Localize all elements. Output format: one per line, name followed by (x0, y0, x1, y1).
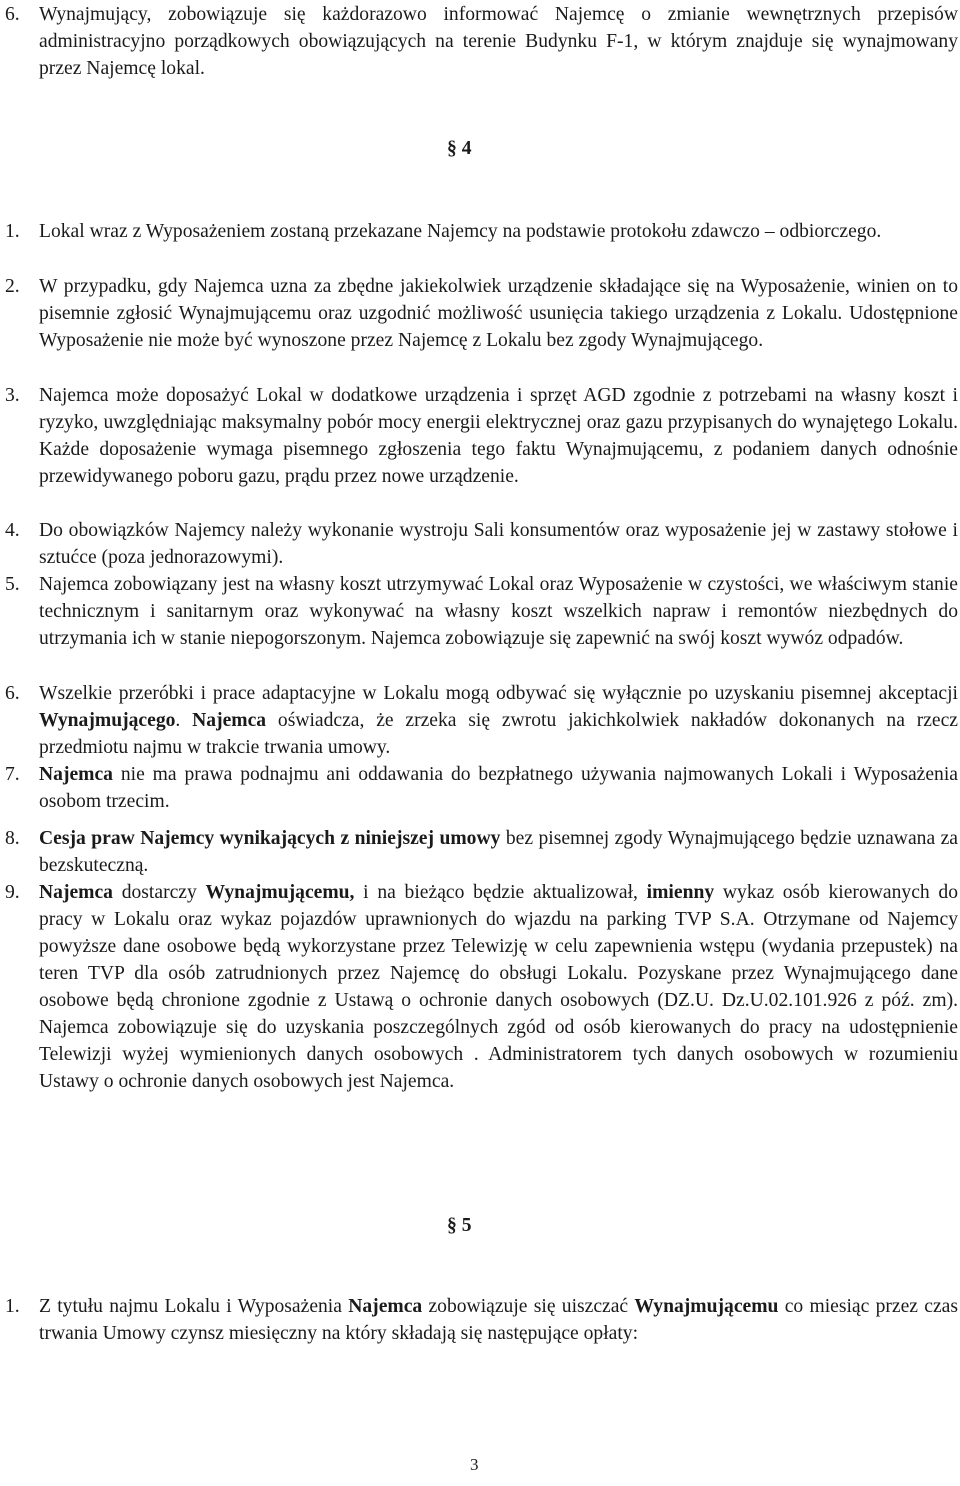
item-text: Lokal wraz z Wyposażeniem zostaną przekazane Najemcy na podstawie protokołu zdawczo – odbiorczego. (39, 221, 882, 242)
item-text (39, 1293, 958, 1347)
item-number: 7. (5, 764, 20, 785)
item-number: 1. (5, 221, 20, 242)
item-text: Najemca zobowiązany jest na własny koszt utrzymywać Lokal oraz Wyposażenie w czystości, we właściwym stanie technicznym i sanitarnym oraz wykonywać na własny koszt wszelkich napraw i remontów niezbędnych do utrzymania ich w stanie niepogorszonym. Najemca zobowiązuje się zapewnić na swój koszt wywóz odpadów. (39, 574, 958, 649)
text-run: bez pisemnej zgody Wynajmującego będzie uznawana za bezskuteczną. (39, 828, 958, 876)
list-item (0, 273, 958, 354)
bold-term: Najemca (39, 764, 113, 785)
item-text (39, 825, 958, 879)
item-number: 5. (5, 574, 20, 595)
item-number: 8. (5, 828, 20, 849)
item-text: W przypadku, gdy Najemca uzna za zbędne jakiekolwiek urządzenie składające się na Wyposażenie, winien on to pisemnie zgłosić Wynajmującemu oraz uzgodnić możliwość usunięcia takiego urządzenia z Lokalu. Udostępnione Wyposażenie nie może być wynoszone przez Najemcę z Lokalu bez zgody Wynajmującego. (39, 276, 958, 351)
bold-term: Wynajmującego (39, 710, 176, 731)
list-item (0, 1293, 958, 1347)
text-run: Wszelkie przeróbki i prace adaptacyjne w Lokalu mogą odbywać się wyłącznie po uzyskaniu pisemnej akceptacji (39, 683, 958, 704)
item-text (39, 761, 958, 815)
section-heading: § 5 (447, 1215, 472, 1236)
list-item (0, 1, 958, 82)
bold-term: Najemca (192, 710, 267, 731)
bold-term: Wynajmującemu, (205, 882, 355, 903)
bold-term: Najemca (39, 882, 113, 903)
list-item (0, 825, 958, 879)
list-item (0, 218, 958, 245)
item-number: 4. (5, 520, 20, 541)
bold-term: Cesja praw Najemcy wynikających z niniejszej umowy (39, 828, 501, 849)
item-number: 1. (5, 1296, 20, 1317)
list-item (0, 571, 958, 652)
bold-term: Najemca (348, 1296, 423, 1317)
text-run: Z tytułu najmu Lokalu i Wyposażenia (39, 1296, 349, 1317)
item-number: 6. (5, 683, 20, 704)
list-item (0, 680, 958, 761)
list-item (0, 382, 958, 490)
list-item (0, 517, 958, 571)
item-text (39, 680, 958, 761)
item-number: 6. (5, 4, 20, 25)
section-heading: § 4 (447, 138, 472, 159)
item-text: Wynajmujący, zobowiązuje się każdorazowo informować Najemcę o zmianie wewnętrznych przepisów administracyjno porządkowych obowiązujących na terenie Budynku F-1, w którym znajduje się wynajmowany przez Najemcę lokal. (39, 4, 958, 79)
item-number: 3. (5, 385, 20, 406)
item-number: 2. (5, 276, 20, 297)
text-run: . (175, 710, 193, 731)
item-text: Do obowiązków Najemcy należy wykonanie wystroju Sali konsumentów oraz wyposażenie jej w zastawy stołowe i sztućce (poza jednorazowymi). (39, 520, 958, 568)
item-text: Najemca może doposażyć Lokal w dodatkowe urządzenia i sprzęt AGD zgodnie z potrzebami na własny koszt i ryzyko, uwzględniając maksymalny pobór mocy energii elektrycznej oraz gazu przypisanych do wynajętego Lokalu. Każde doposażenie wymaga pisemnego zgłoszenia tego faktu Wynajmującemu, z podaniem danych odnośnie przewidywanego poboru gazu, prądu przez nowe urządzenie. (39, 385, 958, 487)
text-run: dostarczy (112, 882, 206, 903)
item-number: 9. (5, 882, 20, 903)
list-item (0, 879, 958, 1095)
text-run: oświadcza, że zrzeka się zwrotu jakichkolwiek nakładów dokonanych na rzecz przedmiotu najmu w trakcie trwania umowy. (39, 710, 959, 758)
item-text (39, 879, 958, 1095)
bold-term: Wynajmującemu (634, 1296, 779, 1317)
list-item (0, 761, 958, 815)
text-run: co miesiąc przez czas trwania Umowy czynsz miesięczny na który składają się następujące opłaty: (39, 1296, 958, 1344)
text-run: i na bieżąco będzie aktualizował, (354, 882, 647, 903)
text-run: zobowiązuje się uiszczać (422, 1296, 635, 1317)
text-run: nie ma prawa podnajmu ani oddawania do bezpłatnego używania najmowanych Lokali i Wyposażenia osobom trzecim. (39, 764, 958, 812)
bold-term: imienny (646, 882, 715, 903)
page-number: 3 (470, 1455, 479, 1474)
text-run: wykaz osób kierowanych do pracy w Lokalu oraz wykaz pojazdów uprawnionych do wjazdu na parking TVP S.A. Otrzymane od Najemcy powyższe dane osobowe będą wykorzystane przez Telewizję w celu zapewnienia wstępu (wydania przepustek) na teren TVP dla osób zatrudnionych przez Najemcę do obsługi Lokalu. Pozyskane przez Wynajmującego dane osobowe będą chronione zgodnie z Ustawą o ochronie danych osobowych (DZ.U. Dz.U.02.101.926 z póź. zm). Najemca zobowiązuje się do uzyskania poszczególnych zgód od osób kierowanych do pracy na udostępnienie Telewizji wyżej wymienionych danych osobowych . Administratorem tych danych osobowych w rozumieniu Ustawy o ochronie danych osobowych jest Najemca. (39, 882, 958, 1092)
